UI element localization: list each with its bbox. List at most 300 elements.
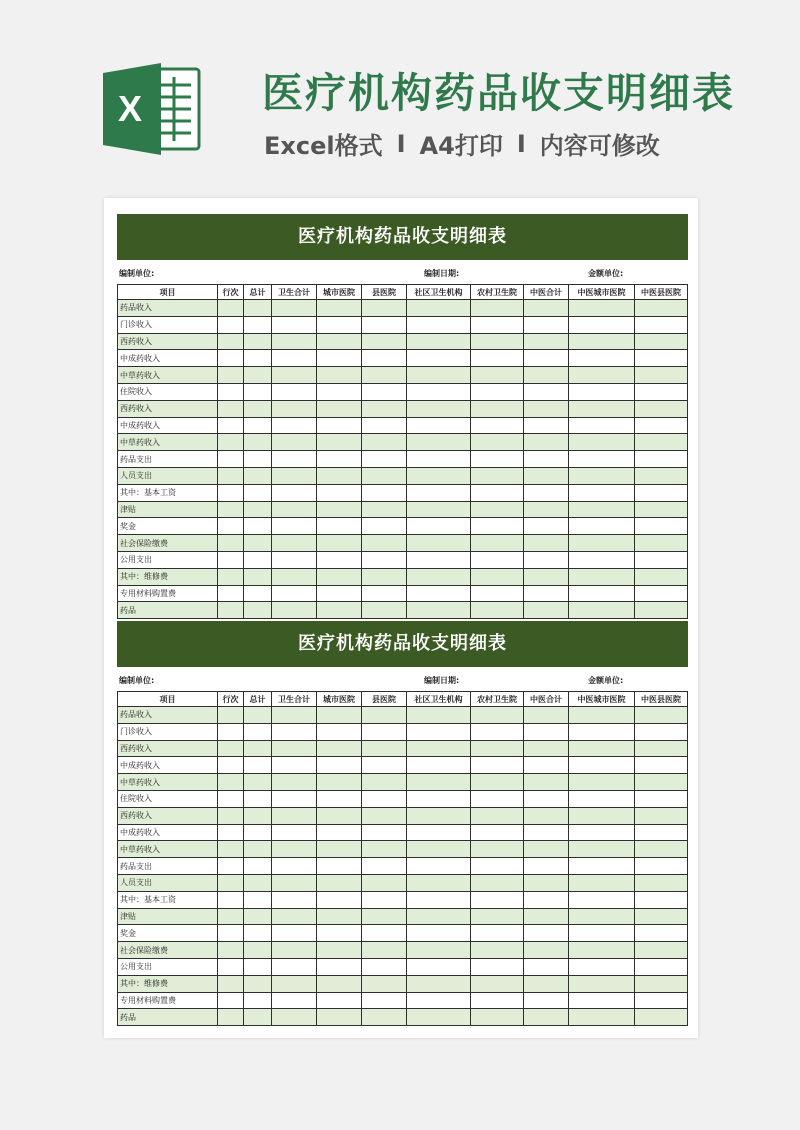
- table-cell[interactable]: [317, 333, 362, 350]
- table-cell[interactable]: [244, 551, 272, 568]
- table-cell[interactable]: [272, 602, 317, 619]
- table-cell[interactable]: [272, 400, 317, 417]
- table-cell[interactable]: [524, 451, 569, 468]
- table-cell[interactable]: [317, 891, 362, 908]
- table-cell[interactable]: [218, 757, 244, 774]
- table-cell[interactable]: [569, 1009, 635, 1026]
- table-cell[interactable]: [407, 707, 471, 724]
- table-cell[interactable]: [524, 858, 569, 875]
- table-cell[interactable]: [524, 333, 569, 350]
- table-cell[interactable]: [471, 367, 524, 384]
- table-cell[interactable]: [407, 942, 471, 959]
- table-cell[interactable]: [471, 518, 524, 535]
- table-cell[interactable]: [317, 501, 362, 518]
- table-cell[interactable]: [407, 841, 471, 858]
- table-cell[interactable]: [569, 707, 635, 724]
- table-cell[interactable]: [362, 925, 407, 942]
- table-cell[interactable]: [362, 300, 407, 317]
- table-cell[interactable]: [635, 602, 688, 619]
- table-cell[interactable]: [362, 723, 407, 740]
- table-cell[interactable]: [218, 350, 244, 367]
- table-cell[interactable]: [272, 858, 317, 875]
- table-cell[interactable]: [471, 858, 524, 875]
- table-cell[interactable]: [362, 400, 407, 417]
- table-cell[interactable]: [272, 383, 317, 400]
- table-cell[interactable]: [218, 925, 244, 942]
- table-cell[interactable]: [218, 333, 244, 350]
- table-cell[interactable]: [524, 707, 569, 724]
- table-cell[interactable]: [244, 568, 272, 585]
- table-cell[interactable]: [635, 484, 688, 501]
- table-cell[interactable]: [569, 585, 635, 602]
- table-cell[interactable]: [524, 975, 569, 992]
- table-cell[interactable]: [407, 723, 471, 740]
- table-cell[interactable]: [362, 518, 407, 535]
- table-cell[interactable]: [362, 858, 407, 875]
- table-cell[interactable]: [317, 908, 362, 925]
- table-cell[interactable]: [218, 824, 244, 841]
- table-cell[interactable]: [635, 400, 688, 417]
- table-cell[interactable]: [272, 925, 317, 942]
- table-cell[interactable]: [635, 501, 688, 518]
- table-cell[interactable]: [362, 434, 407, 451]
- table-cell[interactable]: [407, 551, 471, 568]
- table-cell[interactable]: [362, 535, 407, 552]
- table-cell[interactable]: [569, 975, 635, 992]
- table-cell[interactable]: [569, 891, 635, 908]
- table-cell[interactable]: [272, 975, 317, 992]
- table-cell[interactable]: [524, 602, 569, 619]
- table-cell[interactable]: [635, 350, 688, 367]
- table-cell[interactable]: [244, 484, 272, 501]
- table-cell[interactable]: [407, 925, 471, 942]
- table-cell[interactable]: [407, 367, 471, 384]
- table-cell[interactable]: [362, 740, 407, 757]
- table-cell[interactable]: [569, 333, 635, 350]
- table-cell[interactable]: [218, 908, 244, 925]
- table-cell[interactable]: [635, 467, 688, 484]
- table-cell[interactable]: [218, 602, 244, 619]
- table-cell[interactable]: [471, 585, 524, 602]
- table-cell[interactable]: [218, 958, 244, 975]
- table-cell[interactable]: [362, 707, 407, 724]
- table-cell[interactable]: [569, 535, 635, 552]
- table-cell[interactable]: [524, 740, 569, 757]
- table-cell[interactable]: [362, 1009, 407, 1026]
- table-cell[interactable]: [317, 958, 362, 975]
- table-cell[interactable]: [471, 602, 524, 619]
- table-cell[interactable]: [635, 434, 688, 451]
- table-cell[interactable]: [244, 824, 272, 841]
- table-cell[interactable]: [218, 417, 244, 434]
- table-cell[interactable]: [244, 417, 272, 434]
- table-cell[interactable]: [569, 316, 635, 333]
- table-cell[interactable]: [244, 585, 272, 602]
- table-cell[interactable]: [471, 551, 524, 568]
- table-cell[interactable]: [317, 383, 362, 400]
- table-cell[interactable]: [524, 824, 569, 841]
- table-cell[interactable]: [362, 602, 407, 619]
- table-cell[interactable]: [569, 350, 635, 367]
- table-cell[interactable]: [362, 774, 407, 791]
- table-cell[interactable]: [569, 858, 635, 875]
- table-cell[interactable]: [471, 958, 524, 975]
- table-cell[interactable]: [317, 824, 362, 841]
- table-cell[interactable]: [218, 807, 244, 824]
- table-cell[interactable]: [569, 602, 635, 619]
- table-cell[interactable]: [218, 383, 244, 400]
- table-cell[interactable]: [317, 942, 362, 959]
- table-cell[interactable]: [635, 723, 688, 740]
- table-cell[interactable]: [244, 790, 272, 807]
- table-cell[interactable]: [635, 585, 688, 602]
- table-cell[interactable]: [471, 535, 524, 552]
- table-cell[interactable]: [244, 740, 272, 757]
- table-cell[interactable]: [272, 740, 317, 757]
- table-cell[interactable]: [272, 824, 317, 841]
- table-cell[interactable]: [362, 501, 407, 518]
- table-cell[interactable]: [218, 723, 244, 740]
- table-cell[interactable]: [471, 383, 524, 400]
- table-cell[interactable]: [218, 774, 244, 791]
- table-cell[interactable]: [317, 790, 362, 807]
- table-cell[interactable]: [272, 841, 317, 858]
- table-cell[interactable]: [218, 790, 244, 807]
- table-cell[interactable]: [362, 350, 407, 367]
- table-cell[interactable]: [317, 874, 362, 891]
- table-cell[interactable]: [244, 958, 272, 975]
- table-cell[interactable]: [272, 434, 317, 451]
- table-cell[interactable]: [471, 774, 524, 791]
- table-cell[interactable]: [471, 417, 524, 434]
- table-cell[interactable]: [569, 417, 635, 434]
- table-cell[interactable]: [524, 501, 569, 518]
- table-cell[interactable]: [317, 467, 362, 484]
- table-cell[interactable]: [407, 518, 471, 535]
- table-cell[interactable]: [635, 333, 688, 350]
- table-cell[interactable]: [471, 841, 524, 858]
- table-cell[interactable]: [244, 367, 272, 384]
- table-cell[interactable]: [471, 707, 524, 724]
- table-cell[interactable]: [362, 874, 407, 891]
- table-cell[interactable]: [471, 467, 524, 484]
- table-cell[interactable]: [317, 535, 362, 552]
- table-cell[interactable]: [407, 585, 471, 602]
- table-cell[interactable]: [244, 316, 272, 333]
- table-cell[interactable]: [317, 992, 362, 1009]
- table-cell[interactable]: [569, 841, 635, 858]
- table-cell[interactable]: [244, 434, 272, 451]
- table-cell[interactable]: [218, 975, 244, 992]
- table-cell[interactable]: [244, 350, 272, 367]
- table-cell[interactable]: [244, 518, 272, 535]
- table-cell[interactable]: [218, 992, 244, 1009]
- table-cell[interactable]: [272, 807, 317, 824]
- table-cell[interactable]: [218, 858, 244, 875]
- table-cell[interactable]: [218, 551, 244, 568]
- table-cell[interactable]: [569, 774, 635, 791]
- table-cell[interactable]: [635, 942, 688, 959]
- table-cell[interactable]: [272, 467, 317, 484]
- table-cell[interactable]: [362, 807, 407, 824]
- table-cell[interactable]: [317, 707, 362, 724]
- table-cell[interactable]: [407, 434, 471, 451]
- table-cell[interactable]: [524, 316, 569, 333]
- table-cell[interactable]: [569, 874, 635, 891]
- table-cell[interactable]: [471, 942, 524, 959]
- table-cell[interactable]: [218, 841, 244, 858]
- table-cell[interactable]: [407, 535, 471, 552]
- table-cell[interactable]: [407, 350, 471, 367]
- table-cell[interactable]: [272, 451, 317, 468]
- table-cell[interactable]: [569, 992, 635, 1009]
- table-cell[interactable]: [272, 316, 317, 333]
- table-cell[interactable]: [471, 300, 524, 317]
- table-cell[interactable]: [635, 975, 688, 992]
- table-cell[interactable]: [362, 942, 407, 959]
- table-cell[interactable]: [362, 908, 407, 925]
- table-cell[interactable]: [244, 383, 272, 400]
- table-cell[interactable]: [635, 824, 688, 841]
- table-cell[interactable]: [471, 925, 524, 942]
- table-cell[interactable]: [407, 568, 471, 585]
- table-cell[interactable]: [362, 757, 407, 774]
- table-cell[interactable]: [635, 451, 688, 468]
- table-cell[interactable]: [218, 707, 244, 724]
- table-cell[interactable]: [471, 975, 524, 992]
- table-cell[interactable]: [407, 757, 471, 774]
- table-cell[interactable]: [524, 891, 569, 908]
- table-cell[interactable]: [362, 467, 407, 484]
- table-cell[interactable]: [272, 1009, 317, 1026]
- table-cell[interactable]: [272, 891, 317, 908]
- table-cell[interactable]: [635, 417, 688, 434]
- table-cell[interactable]: [218, 501, 244, 518]
- table-cell[interactable]: [244, 707, 272, 724]
- table-cell[interactable]: [407, 1009, 471, 1026]
- table-cell[interactable]: [244, 501, 272, 518]
- table-cell[interactable]: [362, 975, 407, 992]
- table-cell[interactable]: [317, 518, 362, 535]
- table-cell[interactable]: [635, 757, 688, 774]
- table-cell[interactable]: [635, 841, 688, 858]
- table-cell[interactable]: [569, 451, 635, 468]
- table-cell[interactable]: [317, 774, 362, 791]
- table-cell[interactable]: [407, 383, 471, 400]
- table-cell[interactable]: [244, 602, 272, 619]
- table-cell[interactable]: [317, 807, 362, 824]
- table-cell[interactable]: [317, 484, 362, 501]
- table-cell[interactable]: [471, 874, 524, 891]
- table-cell[interactable]: [569, 484, 635, 501]
- table-cell[interactable]: [471, 484, 524, 501]
- table-cell[interactable]: [272, 367, 317, 384]
- table-cell[interactable]: [635, 925, 688, 942]
- table-cell[interactable]: [569, 568, 635, 585]
- table-cell[interactable]: [569, 501, 635, 518]
- table-cell[interactable]: [569, 807, 635, 824]
- table-cell[interactable]: [471, 740, 524, 757]
- table-cell[interactable]: [218, 942, 244, 959]
- table-cell[interactable]: [272, 908, 317, 925]
- table-cell[interactable]: [362, 958, 407, 975]
- table-cell[interactable]: [524, 874, 569, 891]
- table-cell[interactable]: [471, 400, 524, 417]
- table-cell[interactable]: [471, 316, 524, 333]
- table-cell[interactable]: [407, 400, 471, 417]
- table-cell[interactable]: [317, 723, 362, 740]
- table-cell[interactable]: [569, 551, 635, 568]
- table-cell[interactable]: [407, 858, 471, 875]
- table-cell[interactable]: [524, 585, 569, 602]
- table-cell[interactable]: [635, 740, 688, 757]
- table-cell[interactable]: [524, 350, 569, 367]
- table-cell[interactable]: [407, 975, 471, 992]
- table-cell[interactable]: [635, 891, 688, 908]
- table-cell[interactable]: [218, 740, 244, 757]
- table-cell[interactable]: [218, 467, 244, 484]
- table-cell[interactable]: [317, 602, 362, 619]
- table-cell[interactable]: [244, 757, 272, 774]
- table-cell[interactable]: [407, 451, 471, 468]
- table-cell[interactable]: [272, 942, 317, 959]
- table-cell[interactable]: [244, 807, 272, 824]
- table-cell[interactable]: [569, 757, 635, 774]
- table-cell[interactable]: [272, 417, 317, 434]
- table-cell[interactable]: [272, 333, 317, 350]
- table-cell[interactable]: [569, 434, 635, 451]
- table-cell[interactable]: [569, 518, 635, 535]
- table-cell[interactable]: [524, 790, 569, 807]
- table-cell[interactable]: [317, 400, 362, 417]
- table-cell[interactable]: [362, 824, 407, 841]
- table-cell[interactable]: [635, 383, 688, 400]
- table-cell[interactable]: [317, 841, 362, 858]
- table-cell[interactable]: [524, 535, 569, 552]
- table-cell[interactable]: [272, 723, 317, 740]
- table-cell[interactable]: [524, 400, 569, 417]
- table-cell[interactable]: [272, 535, 317, 552]
- table-cell[interactable]: [272, 484, 317, 501]
- table-cell[interactable]: [471, 757, 524, 774]
- table-cell[interactable]: [407, 467, 471, 484]
- table-cell[interactable]: [317, 1009, 362, 1026]
- table-cell[interactable]: [218, 400, 244, 417]
- table-cell[interactable]: [524, 568, 569, 585]
- table-cell[interactable]: [471, 790, 524, 807]
- table-cell[interactable]: [407, 807, 471, 824]
- table-cell[interactable]: [524, 958, 569, 975]
- table-cell[interactable]: [362, 417, 407, 434]
- table-cell[interactable]: [362, 841, 407, 858]
- table-cell[interactable]: [524, 841, 569, 858]
- table-cell[interactable]: [524, 992, 569, 1009]
- table-cell[interactable]: [569, 723, 635, 740]
- table-cell[interactable]: [362, 790, 407, 807]
- table-cell[interactable]: [524, 807, 569, 824]
- table-cell[interactable]: [272, 551, 317, 568]
- table-cell[interactable]: [635, 367, 688, 384]
- table-cell[interactable]: [407, 908, 471, 925]
- table-cell[interactable]: [272, 300, 317, 317]
- table-cell[interactable]: [362, 333, 407, 350]
- table-cell[interactable]: [244, 451, 272, 468]
- table-cell[interactable]: [317, 585, 362, 602]
- table-cell[interactable]: [317, 451, 362, 468]
- table-cell[interactable]: [524, 484, 569, 501]
- table-cell[interactable]: [272, 790, 317, 807]
- table-cell[interactable]: [317, 434, 362, 451]
- table-cell[interactable]: [218, 1009, 244, 1026]
- table-cell[interactable]: [362, 316, 407, 333]
- table-cell[interactable]: [218, 874, 244, 891]
- table-cell[interactable]: [244, 467, 272, 484]
- table-cell[interactable]: [635, 535, 688, 552]
- table-cell[interactable]: [635, 300, 688, 317]
- table-cell[interactable]: [471, 723, 524, 740]
- table-cell[interactable]: [244, 908, 272, 925]
- table-cell[interactable]: [272, 958, 317, 975]
- table-cell[interactable]: [524, 467, 569, 484]
- table-cell[interactable]: [524, 925, 569, 942]
- table-cell[interactable]: [317, 551, 362, 568]
- table-cell[interactable]: [317, 975, 362, 992]
- table-cell[interactable]: [218, 451, 244, 468]
- table-cell[interactable]: [524, 774, 569, 791]
- table-cell[interactable]: [272, 774, 317, 791]
- table-cell[interactable]: [635, 908, 688, 925]
- table-cell[interactable]: [317, 568, 362, 585]
- table-cell[interactable]: [569, 790, 635, 807]
- table-cell[interactable]: [524, 1009, 569, 1026]
- table-cell[interactable]: [317, 316, 362, 333]
- table-cell[interactable]: [272, 874, 317, 891]
- table-cell[interactable]: [218, 316, 244, 333]
- table-cell[interactable]: [272, 585, 317, 602]
- table-cell[interactable]: [471, 824, 524, 841]
- table-cell[interactable]: [272, 707, 317, 724]
- table-cell[interactable]: [569, 824, 635, 841]
- table-cell[interactable]: [635, 807, 688, 824]
- table-cell[interactable]: [569, 942, 635, 959]
- table-cell[interactable]: [524, 300, 569, 317]
- table-cell[interactable]: [471, 501, 524, 518]
- table-cell[interactable]: [317, 757, 362, 774]
- table-cell[interactable]: [524, 417, 569, 434]
- table-cell[interactable]: [362, 992, 407, 1009]
- table-cell[interactable]: [362, 484, 407, 501]
- table-cell[interactable]: [635, 874, 688, 891]
- table-cell[interactable]: [407, 417, 471, 434]
- table-cell[interactable]: [272, 501, 317, 518]
- table-cell[interactable]: [407, 774, 471, 791]
- table-cell[interactable]: [407, 333, 471, 350]
- table-cell[interactable]: [244, 535, 272, 552]
- table-cell[interactable]: [569, 740, 635, 757]
- table-cell[interactable]: [218, 518, 244, 535]
- table-cell[interactable]: [317, 300, 362, 317]
- table-cell[interactable]: [244, 400, 272, 417]
- table-cell[interactable]: [218, 568, 244, 585]
- table-cell[interactable]: [244, 333, 272, 350]
- table-cell[interactable]: [635, 707, 688, 724]
- table-cell[interactable]: [569, 383, 635, 400]
- table-cell[interactable]: [524, 367, 569, 384]
- table-cell[interactable]: [218, 300, 244, 317]
- table-cell[interactable]: [244, 300, 272, 317]
- table-cell[interactable]: [524, 723, 569, 740]
- table-cell[interactable]: [218, 891, 244, 908]
